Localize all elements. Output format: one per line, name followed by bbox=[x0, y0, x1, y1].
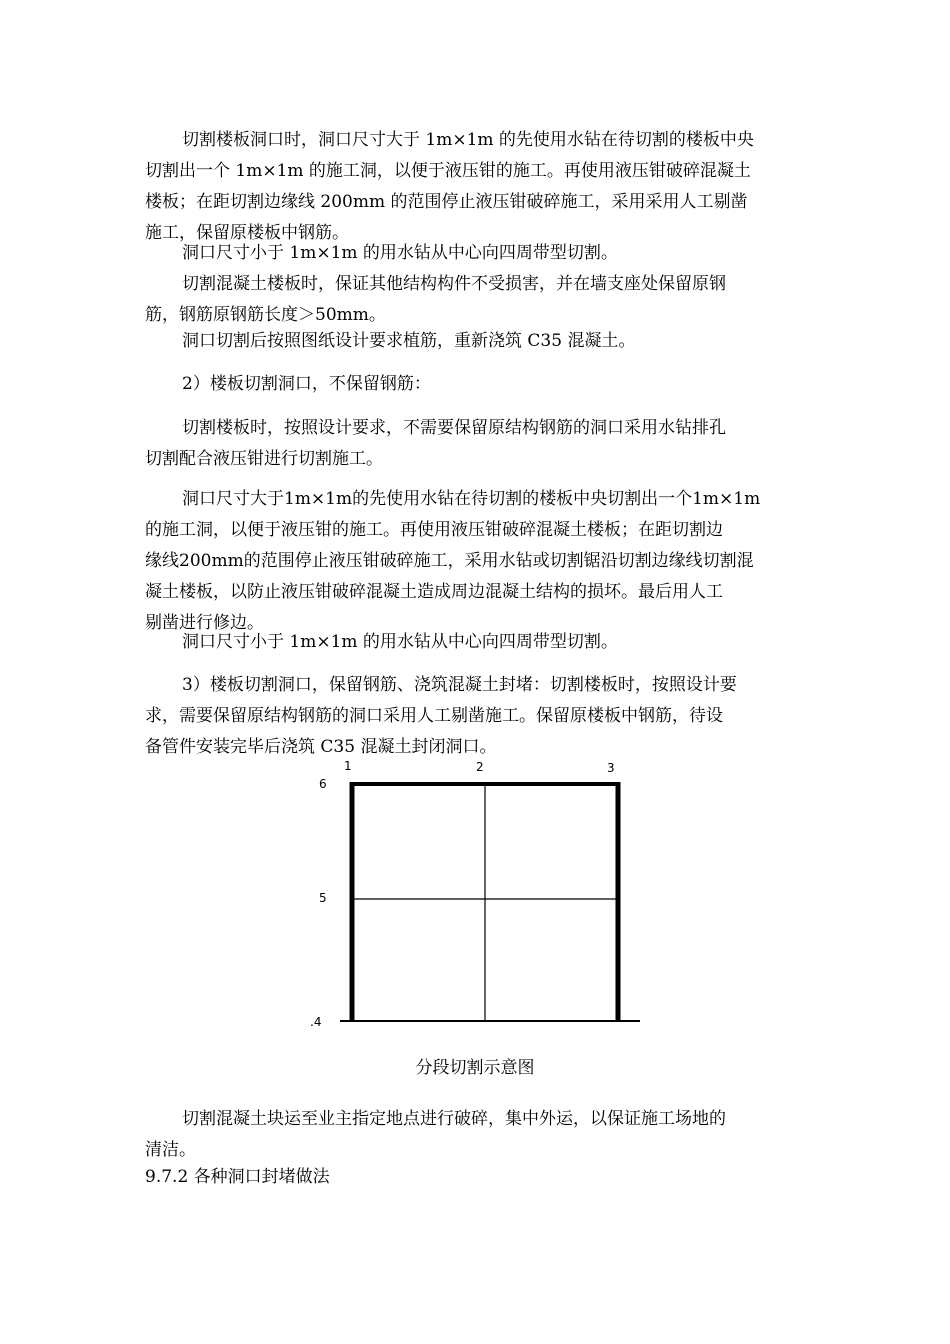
paragraph bbox=[145, 484, 810, 639]
text-line: 切割混凝土块运至业主指定地点进行破碎，集中外运，以保证施工场地的 bbox=[182, 1109, 726, 1129]
point-label-3: 3 bbox=[607, 761, 615, 775]
text-line: 筋，钢筋原钢筋长度＞50mm。 bbox=[145, 305, 386, 325]
paragraph bbox=[145, 627, 810, 658]
paragraph bbox=[145, 326, 810, 357]
paragraph bbox=[145, 238, 810, 269]
point-label-6: 6 bbox=[319, 777, 327, 791]
paragraph bbox=[145, 670, 810, 763]
paragraph bbox=[145, 269, 810, 331]
paragraph bbox=[145, 413, 810, 475]
paragraph bbox=[145, 1104, 810, 1166]
point-label-5: 5 bbox=[319, 891, 327, 905]
text-line: 洞口切割后按照图纸设计要求植筋，重新浇筑 C35 混凝土。 bbox=[182, 331, 636, 351]
figure-caption: 分段切割示意图 bbox=[415, 1058, 535, 1078]
text-line: 求，需要保留原结构钢筋的洞口采用人工剔凿施工。保留原楼板中钢筋，待设 bbox=[145, 706, 723, 726]
paragraph bbox=[145, 369, 810, 400]
text-line: 凝土楼板，以防止液压钳破碎混凝土造成周边混凝土结构的损坏。最后用人工 bbox=[145, 582, 723, 602]
text-line: 清洁。 bbox=[145, 1140, 196, 1160]
text-line: 切割楼板洞口时，洞口尺寸大于 1m×1m 的先使用水钻在待切割的楼板中央 bbox=[182, 130, 754, 150]
text-line: 2）楼板切割洞口，不保留钢筋： bbox=[182, 374, 431, 394]
text-line: 3）楼板切割洞口，保留钢筋、浇筑混凝土封堵：切割楼板时，按照设计要 bbox=[182, 675, 737, 695]
text-line: 切割配合液压钳进行切割施工。 bbox=[145, 449, 383, 469]
point-label-4: .4 bbox=[310, 1015, 322, 1029]
text-line: 剔凿进行修边。 bbox=[145, 613, 264, 633]
text-line: 切割混凝土楼板时，保证其他结构构件不受损害，并在墙支座处保留原钢 bbox=[182, 274, 726, 294]
segment-cutting-diagram bbox=[300, 752, 650, 1032]
text-line: 的施工洞，以便于液压钳的施工。再使用液压钳破碎混凝土楼板；在距切割边 bbox=[145, 520, 723, 540]
text-line: 切割出一个 1m×1m 的施工洞，以便于液压钳的施工。再使用液压钳破碎混凝土 bbox=[145, 161, 751, 181]
point-label-2: 2 bbox=[476, 760, 484, 774]
text-line: 洞口尺寸大于1m×1m的先使用水钻在待切割的楼板中央切割出一个1m×1m bbox=[182, 489, 761, 509]
text-line: 缘线200mm的范围停止液压钳破碎施工，采用水钻或切割锯沿切割边缘线切割混 bbox=[145, 551, 754, 571]
text-line: 洞口尺寸小于 1m×1m 的用水钻从中心向四周带型切割。 bbox=[182, 632, 618, 652]
paragraph bbox=[145, 125, 810, 249]
section-heading: 9.7.2 各种洞口封堵做法 bbox=[145, 1167, 330, 1187]
text-line: 备管件安装完毕后浇筑 C35 混凝土封闭洞口。 bbox=[145, 737, 497, 757]
text-line: 楼板；在距切割边缘线 200mm 的范围停止液压钳破碎施工，采用采用人工剔凿 bbox=[145, 192, 748, 212]
text-line: 施工，保留原楼板中钢筋。 bbox=[145, 223, 349, 243]
text-line: 洞口尺寸小于 1m×1m 的用水钻从中心向四周带型切割。 bbox=[182, 243, 618, 263]
text-line: 切割楼板时，按照设计要求，不需要保留原结构钢筋的洞口采用水钻排孔 bbox=[182, 418, 726, 438]
point-label-1: 1 bbox=[344, 759, 352, 773]
